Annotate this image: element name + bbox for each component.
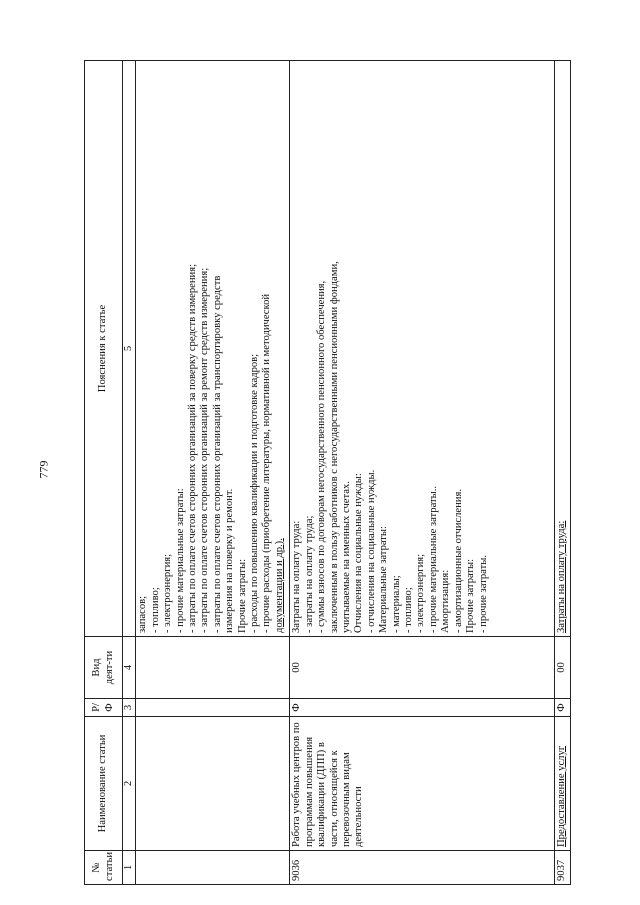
explanation-line: Затраты на оплату труда:: [556, 520, 567, 633]
row-number: [136, 851, 290, 885]
row-number: 9037: [555, 851, 571, 885]
column-number: 2: [123, 717, 136, 851]
row-rf: [136, 699, 290, 717]
row-rf: Ф: [290, 699, 555, 717]
explanation-line: - суммы взносов по договорам негосударственного пенсионного обеспечения,: [316, 280, 328, 633]
explanation-line: - материалы;: [390, 575, 402, 633]
table-row: [136, 61, 290, 885]
explanation-line: - электроэнергия;: [415, 553, 427, 633]
row-name: Предоставление услуг: [555, 717, 571, 851]
row-explanation: [555, 61, 571, 637]
column-number-row: [123, 61, 136, 885]
row-rf: Ф: [555, 699, 571, 717]
explanation-line: - расходы по повышению квалификации и подготовке кадров;: [249, 353, 261, 633]
explanation-line: документации и др.).: [273, 538, 285, 633]
explanation-line: Прочие затраты:: [465, 558, 477, 633]
explanation-line: - электроэнергия;: [162, 553, 174, 633]
row-activity-type: 00: [290, 637, 555, 699]
explanation-line: - прочие материальные затраты..: [427, 485, 439, 633]
column-number: 4: [123, 637, 136, 699]
explanation-line: заключенным в пользу работников с негосударственными пенсионными фондами,: [328, 261, 340, 633]
explanation-line: - затраты по оплате счетов сторонних организаций за поверку средств измерения;: [187, 263, 199, 633]
table-row: [290, 61, 555, 885]
row-activity-type: 00: [555, 637, 571, 699]
explanation-line: - затраты по оплате счетов сторонних организаций за транспортировку средств: [211, 275, 223, 633]
row-explanation: [290, 61, 555, 637]
explanation-line: - прочие расходы (приобретение литературы, нормативной и методической: [261, 293, 273, 633]
column-number: 3: [123, 699, 136, 717]
row-name: Работа учебных центров по программам повышения квалификации (ДПП) в части, относящейся к перевозочным видам деятельности: [290, 717, 555, 851]
explanation-line: Прочие затраты:: [236, 558, 248, 633]
row-explanation: [136, 61, 290, 637]
rotated-table-container: [84, 61, 571, 885]
explanation-line: Амортизация:: [440, 569, 452, 633]
header-activity-type: Вид деят-ти: [85, 637, 123, 699]
table-row: [555, 61, 571, 885]
explanation-line: - топливо;: [403, 587, 415, 633]
column-number: 1: [123, 851, 136, 885]
column-number: 5: [123, 61, 136, 637]
row-number: 9036: [290, 851, 555, 885]
explanation-line: - прочие затраты.: [477, 554, 489, 633]
explanation-line: Затраты на оплату труда:: [291, 520, 303, 633]
cost-items-table: [84, 60, 571, 885]
header-rf: Р/ Ф: [85, 699, 123, 717]
explanation-line: учитываемые на именных счетах.: [341, 481, 353, 633]
explanation-line: измерения на поверку и ремонт.: [224, 488, 236, 633]
row-name: [136, 717, 290, 851]
explanation-line: - затраты на оплату труда;: [303, 515, 315, 633]
header-item-number: № статьи: [85, 851, 123, 885]
table-header-row: [85, 61, 123, 885]
explanation-line: - отчисления на социальные нужды.: [365, 469, 377, 633]
header-explanations: Пояснения к статье: [85, 61, 123, 637]
explanation-line: - прочие материальные затраты:: [174, 488, 186, 633]
page-number: 779: [36, 460, 51, 479]
row-activity-type: [136, 637, 290, 699]
header-item-name: Наименование статьи: [85, 717, 123, 851]
explanation-line: - топливо;: [149, 587, 161, 633]
explanation-line: - амортизационные отчисления.: [452, 489, 464, 633]
explanation-line: Отчисления на социальные нужды:: [353, 473, 365, 633]
explanation-line: - затраты по оплате счетов сторонних организаций за ремонт средств измерения;: [199, 267, 211, 633]
explanation-line: Материальные затраты:: [378, 526, 390, 633]
explanation-line: запасов;: [137, 595, 149, 633]
